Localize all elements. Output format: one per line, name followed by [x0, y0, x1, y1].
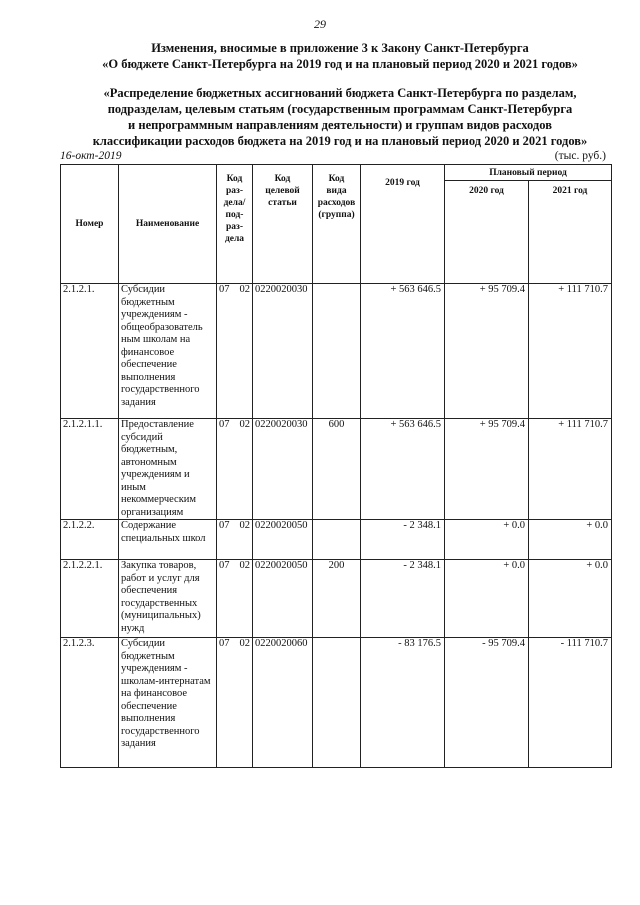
row-target: 0220020050 [253, 560, 313, 638]
col-header-section: Код раз- дела/ под- раз- дела [217, 165, 253, 284]
row-2021: + 111 710.7 [529, 284, 612, 419]
table-row [61, 284, 612, 419]
row-name: Субсидии бюджетным учреждениям - школам-интернатам на финансовое обеспечение выполнения государственного задания [119, 638, 217, 768]
page-number: 29 [314, 17, 326, 31]
title-line-1: Изменения, вносимые в приложение 3 к Закону Санкт-Петербурга [151, 41, 529, 55]
row-2019: - 2 348.1 [361, 560, 445, 638]
row-expense-type [313, 284, 361, 419]
row-section: 07 02 [217, 419, 253, 520]
col-header-number: Номер [61, 165, 119, 284]
table-row [61, 419, 612, 520]
title-line-2: «О бюджете Санкт-Петербурга на 2019 год и на плановый период 2020 и 2021 годов» [102, 57, 578, 71]
row-target: 0220020050 [253, 520, 313, 560]
table-row [61, 520, 612, 560]
row-2021: + 111 710.7 [529, 419, 612, 520]
row-2020: - 95 709.4 [445, 638, 529, 768]
row-number: 2.1.2.2. [61, 520, 119, 560]
row-number: 2.1.2.1.1. [61, 419, 119, 520]
row-section: 07 02 [217, 520, 253, 560]
col-header-2021: 2021 год [529, 181, 612, 284]
table-row [61, 638, 612, 768]
col-header-2020: 2020 год [445, 181, 529, 284]
row-2020: + 95 709.4 [445, 284, 529, 419]
col-header-expense-type: Код вида расходов (группа) [313, 165, 361, 284]
row-target: 0220020030 [253, 419, 313, 520]
row-number: 2.1.2.2.1. [61, 560, 119, 638]
row-2020: + 0.0 [445, 520, 529, 560]
row-section: 07 02 [217, 638, 253, 768]
row-2020: + 95 709.4 [445, 419, 529, 520]
row-2019: + 563 646.5 [361, 284, 445, 419]
row-section: 07 02 [217, 560, 253, 638]
document-title [60, 40, 620, 72]
row-section: 07 02 [217, 284, 253, 419]
table-row [61, 560, 612, 638]
subtitle-line-2: подразделам, целевым статьям (государственным программам Санкт-Петербурга [107, 102, 573, 116]
document-subtitle [60, 85, 620, 149]
row-name: Содержание специальных школ [119, 520, 217, 560]
col-header-target: Код целевой статьи [253, 165, 313, 284]
row-2019: - 2 348.1 [361, 520, 445, 560]
subtitle-line-1: «Распределение бюджетных ассигнований бюджета Санкт-Петербурга по разделам, [103, 86, 577, 100]
row-2021: - 111 710.7 [529, 638, 612, 768]
budget-table [60, 164, 612, 768]
row-number: 2.1.2.3. [61, 638, 119, 768]
row-2020: + 0.0 [445, 560, 529, 638]
row-expense-type: 600 [313, 419, 361, 520]
row-name: Предоставление субсидий бюджетным, автономным учреждениям и иным некоммерческим организациям [119, 419, 217, 520]
col-header-2019: 2019 год [361, 165, 445, 284]
row-2019: - 83 176.5 [361, 638, 445, 768]
row-expense-type [313, 520, 361, 560]
row-2019: + 563 646.5 [361, 419, 445, 520]
row-target: 0220020030 [253, 284, 313, 419]
document-date: 16-окт-2019 [60, 150, 122, 162]
col-header-planned: Плановый период [445, 165, 612, 181]
row-target: 0220020060 [253, 638, 313, 768]
row-2021: + 0.0 [529, 520, 612, 560]
row-number: 2.1.2.1. [61, 284, 119, 419]
units-label: (тыс. руб.) [554, 150, 606, 162]
row-expense-type: 200 [313, 560, 361, 638]
row-name: Закупка товаров, работ и услуг для обеспечения государственных (муниципальных) нужд [119, 560, 217, 638]
row-expense-type [313, 638, 361, 768]
row-2021: + 0.0 [529, 560, 612, 638]
row-name: Субсидии бюджетным учреждениям - общеобразователь ным школам на финансовое обеспечение выполнения государственного задания [119, 284, 217, 419]
subtitle-line-3: и непрограммным направлениям деятельности) и группам видов расходов [128, 118, 552, 132]
subtitle-line-4: классификации расходов бюджета на 2019 год и на плановый период 2020 и 2021 годов» [92, 134, 588, 148]
col-header-name: Наименование [119, 165, 217, 284]
